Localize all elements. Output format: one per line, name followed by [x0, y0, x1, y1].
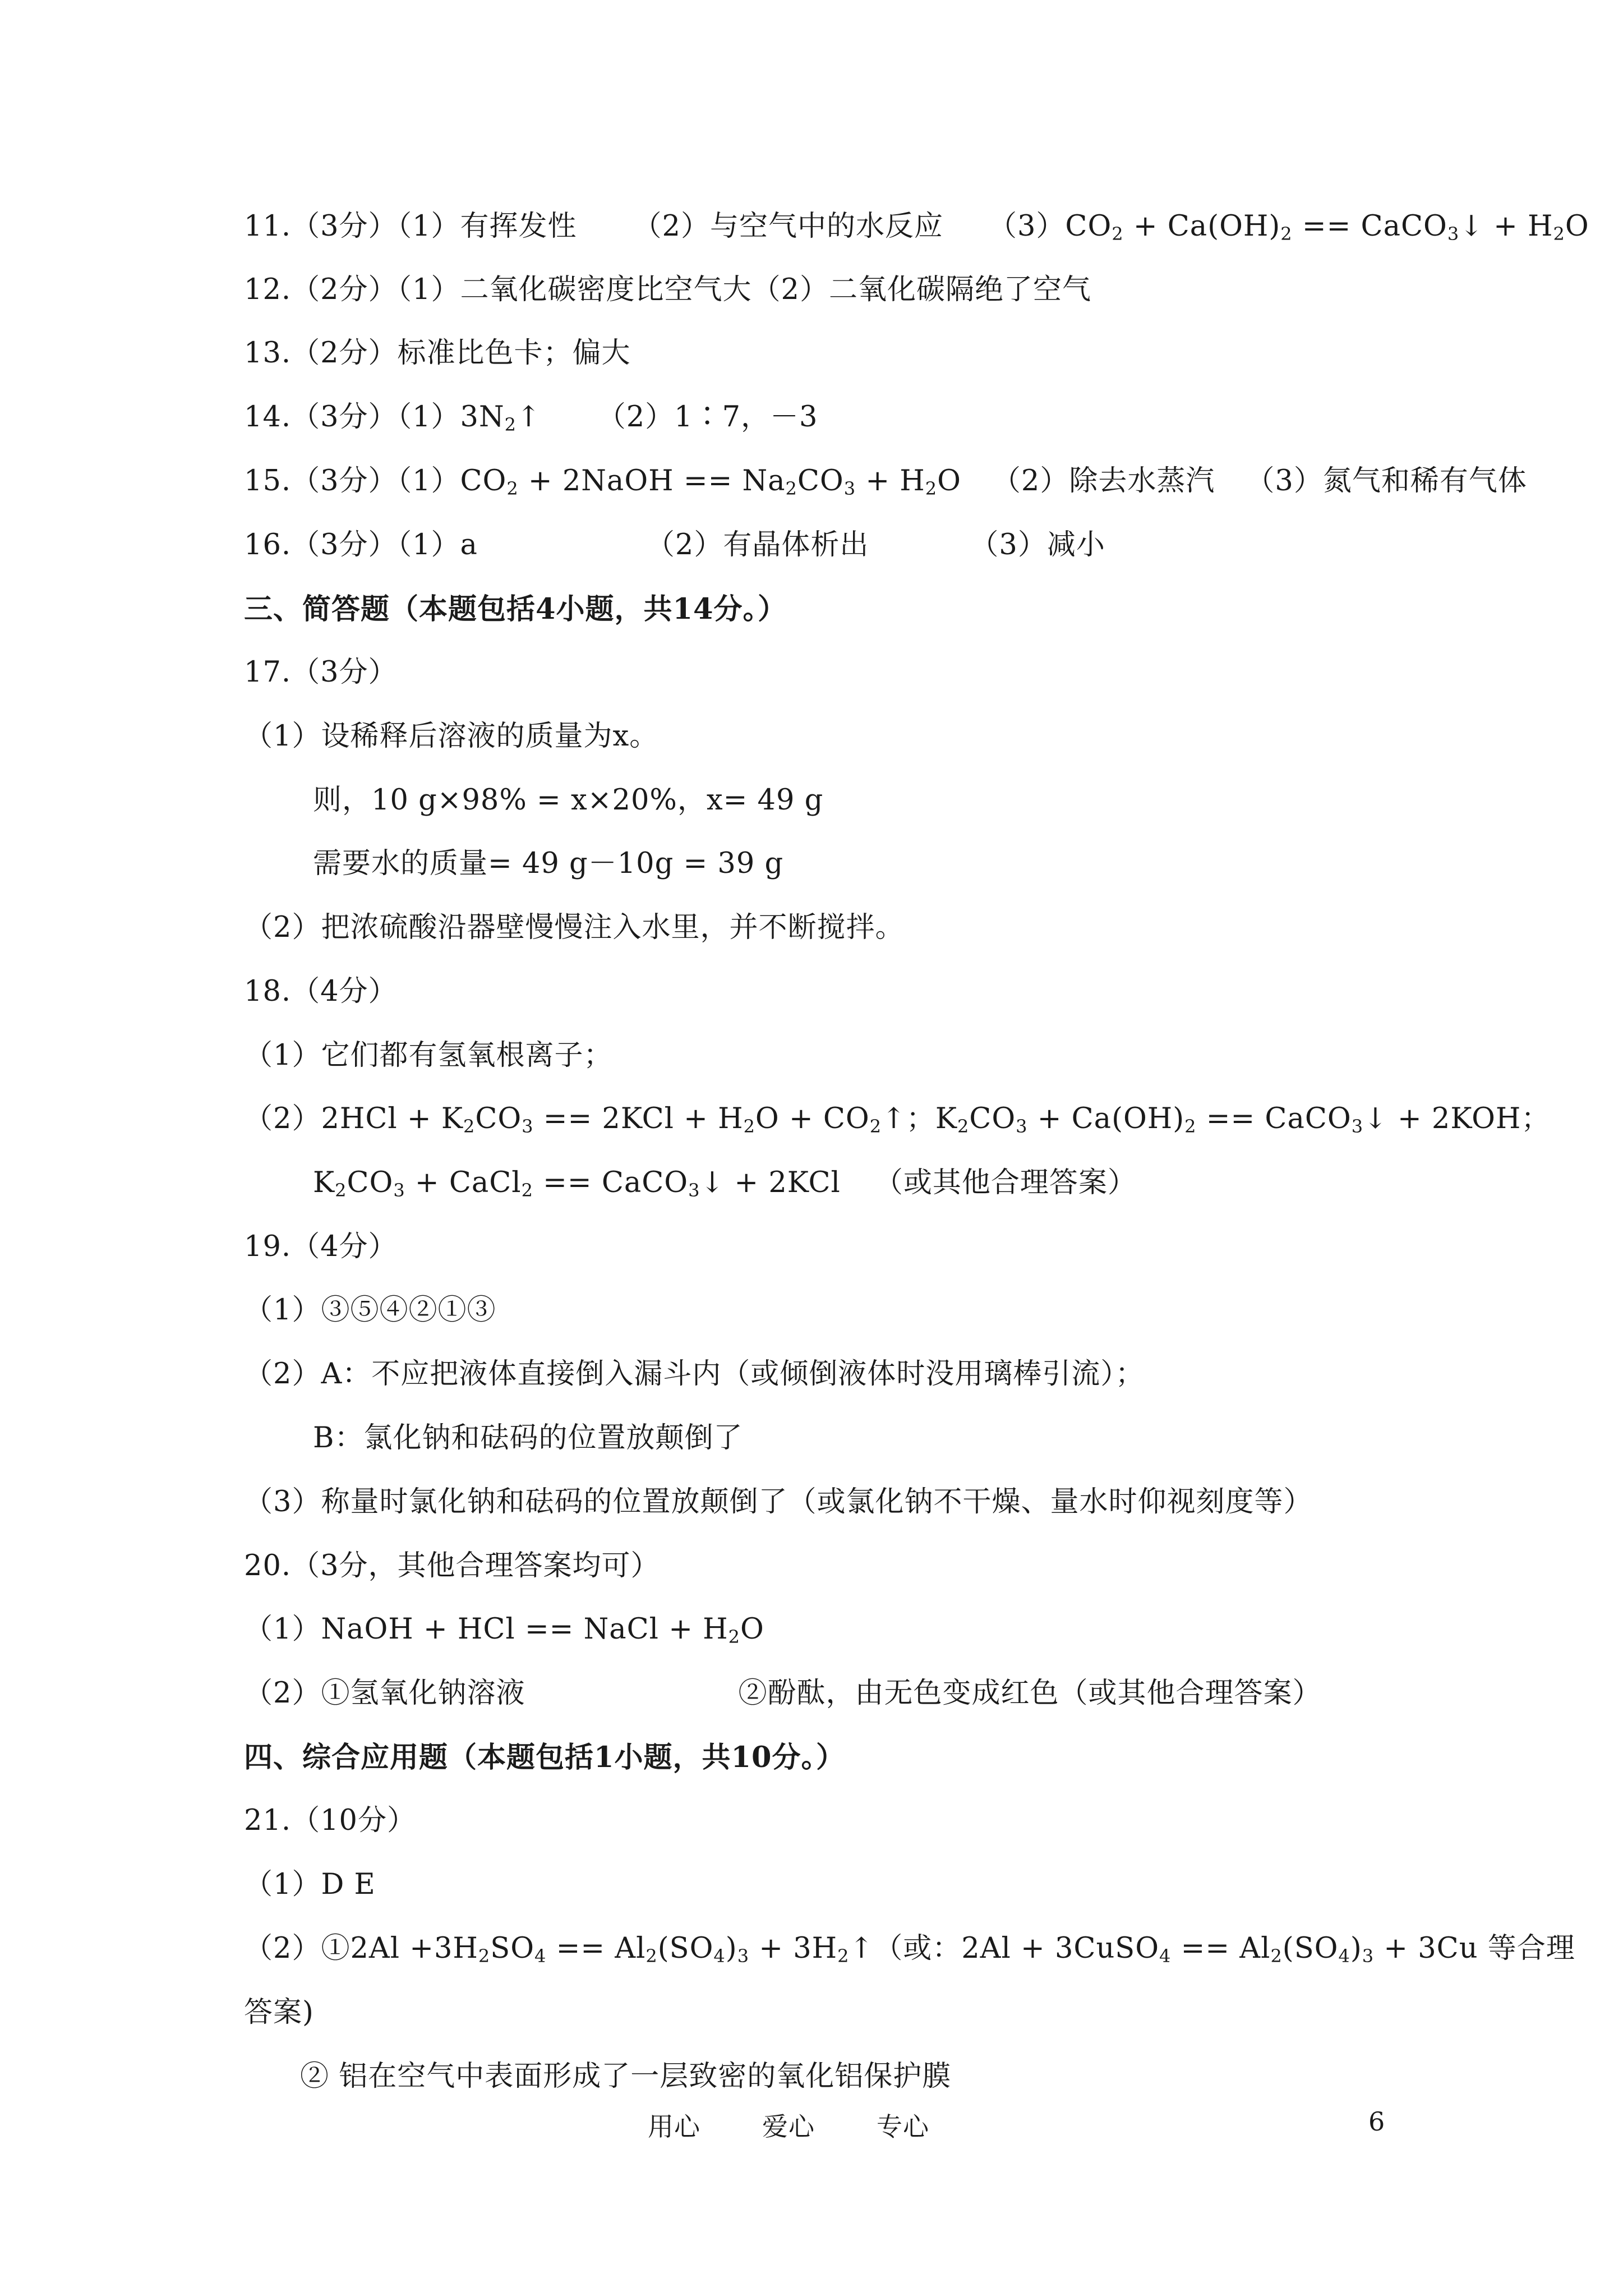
answer-19-1: （1）③⑤④②①③ [244, 1294, 496, 1327]
answer-17-1-calc: 则，10 g×98% = x×20%，x= 49 g [313, 784, 824, 817]
answer-17-1: （1）设稀释后溶液的质量为x。 [244, 720, 659, 753]
answer-12: 12.（2分）（1）二氧化碳密度比空气大（2）二氧化碳隔绝了空气 [244, 273, 1091, 306]
page-number: 6 [1368, 2106, 1385, 2137]
answer-21-1: （1）D E [244, 1868, 376, 1901]
answer-17: 17.（3分） [244, 656, 398, 689]
answer-20: 20.（3分，其他合理答案均可） [244, 1549, 660, 1582]
question-number: 11.（3分） [244, 210, 398, 243]
answer-17-1-water: 需要水的质量= 49 g－10g = 39 g [313, 847, 784, 880]
answer-13: 13.（2分）标准比色卡；偏大 [244, 337, 631, 370]
answer-16: 16.（3分）（1）a （2）有晶体析出 （3）减小 [244, 528, 1105, 562]
answer-18-2-cont: $K_2CO_3$ + CaCl$_2$ == CaCO$_3$↓ + 2KCl （或其他合理答案） [313, 1166, 1137, 1201]
answer-21-3: ② 铝在空气中表面形成了一层致密的氧化铝保护膜 [300, 2060, 952, 2093]
footer-word-1: 用心 [648, 2111, 700, 2142]
answer-18-2: $(2)2HCl + K_2CO_3 == 2KCl + H_2O$ + $CO_2↑$；$K_2CO_3 + Ca(OH)_2$ == CaCO$_3$↓ + 2KOH； [244, 1102, 1551, 1137]
section-heading-4: 四、综合应用题（本题包括1小题，共10分。） [244, 1741, 845, 1774]
answer-21-2: （2）①2Al $+3H_2SO_4 == Al_2(SO_4)_3$ + $3H_2↑$（或：2Al + 3CuSO$_4$ == $Al_2(SO_4)_3 + 3Cu$ 等合理 [244, 1932, 1575, 1967]
answer-15: 15.（3分）$(1)CO_2$ + 2NaOH == $Na_2CO_3 + H_2O$ （2）除去水蒸汽 （3）氮气和稀有气体 [244, 464, 1527, 499]
answer-21: 21.（10分） [244, 1804, 417, 1837]
answer-11: 11.（3分）（1）有挥发性 （2）与空气中的水反应 $(3)CO_2 + Ca(OH)_2$ == CaCO$_3$↓ + $H_2O$ [244, 210, 1589, 245]
answer-20-2: （2）①氢氧化钠溶液 ②酚酞，由无色变成红色（或其他合理答案） [244, 1677, 1322, 1710]
footer-motto [648, 2106, 929, 2143]
answer-21-2-cont: 答案) [244, 1996, 314, 2029]
answer-19-2: （2）A：不应把液体直接倒入漏斗内（或倾倒液体时没用璃棒引流）； [244, 1358, 1145, 1391]
footer-word-3: 专心 [877, 2111, 929, 2142]
answer-19: 19.（4分） [244, 1230, 398, 1263]
answer-18-1: （1）它们都有氢氧根离子； [244, 1039, 613, 1072]
answer-19-3: （3）称量时氯化钠和砝码的位置放颠倒了（或氯化钠不干燥、量水时仰视刻度等） [244, 1485, 1313, 1519]
answer-18: 18.（4分） [244, 975, 398, 1008]
section-heading-3: 三、简答题（本题包括4小题，共14分。） [244, 592, 787, 626]
answer-19-2-b: B：氯化钠和砝码的位置放颠倒了 [313, 1421, 743, 1455]
answer-17-2: （2）把浓硫酸沿器壁慢慢注入水里，并不断搅拌。 [244, 911, 905, 944]
footer-word-2: 爱心 [762, 2111, 815, 2142]
answer-14: 14.（3分）$(1)3N_2↑$ （2）1∶7，－3 [244, 401, 818, 435]
answer-20-1: （1）NaOH + HCl == NaCl + $H_2O$ [244, 1613, 764, 1648]
